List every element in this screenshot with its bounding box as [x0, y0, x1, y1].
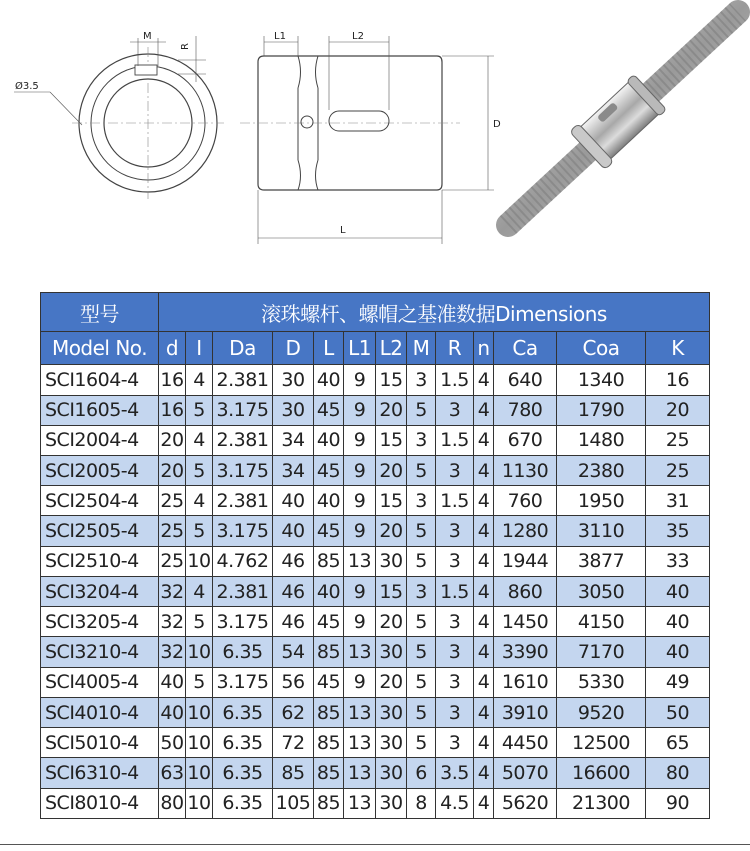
cell-l2: 15 [376, 576, 407, 606]
cell-ca: 3390 [494, 637, 557, 667]
col-header-ca: Ca [494, 332, 557, 365]
cell-l: 85 [314, 546, 344, 576]
cell-outer-d: 62 [273, 697, 314, 727]
cell-i: 10 [186, 728, 213, 758]
cell-d: 20 [159, 456, 186, 486]
cell-r: 3 [436, 546, 474, 576]
cell-ca: 5070 [494, 758, 557, 788]
cell-d: 16 [159, 395, 186, 425]
table-row [41, 486, 710, 516]
cell-r: 1.5 [436, 486, 474, 516]
cell-d: 25 [159, 516, 186, 546]
col-header-l: L [314, 332, 344, 365]
cell-model: SCI2005-4 [41, 456, 159, 486]
cell-ca: 1450 [494, 607, 557, 637]
cell-r: 3 [436, 697, 474, 727]
cell-l2: 15 [376, 486, 407, 516]
cell-l: 45 [314, 516, 344, 546]
cell-l: 40 [314, 425, 344, 455]
cell-da: 4.762 [213, 546, 273, 576]
cell-k: 33 [646, 546, 710, 576]
technical-drawing [0, 0, 750, 285]
cell-coa: 7170 [557, 637, 646, 667]
cell-d: 80 [159, 788, 186, 818]
cell-l1: 9 [344, 365, 376, 395]
cell-model: SCI2510-4 [41, 546, 159, 576]
cell-i: 5 [186, 667, 213, 697]
bottom-divider [0, 844, 750, 845]
cell-ca: 5620 [494, 788, 557, 818]
cell-l1: 13 [344, 758, 376, 788]
table-row [41, 576, 710, 606]
cell-outer-d: 46 [273, 546, 314, 576]
cell-i: 5 [186, 456, 213, 486]
cell-coa: 3877 [557, 546, 646, 576]
cell-l2: 30 [376, 758, 407, 788]
cell-outer-d: 105 [273, 788, 314, 818]
cell-ca: 1944 [494, 546, 557, 576]
cell-l2: 20 [376, 456, 407, 486]
cell-model: SCI1605-4 [41, 395, 159, 425]
cell-n: 4 [474, 607, 494, 637]
cell-coa: 21300 [557, 788, 646, 818]
cell-d: 32 [159, 576, 186, 606]
cell-n: 4 [474, 516, 494, 546]
cell-ca: 780 [494, 395, 557, 425]
cell-m: 5 [407, 697, 436, 727]
cell-n: 4 [474, 758, 494, 788]
cell-m: 3 [407, 425, 436, 455]
cell-l1: 9 [344, 456, 376, 486]
cell-d: 25 [159, 486, 186, 516]
cell-l2: 30 [376, 788, 407, 818]
cell-l2: 30 [376, 546, 407, 576]
cell-da: 3.175 [213, 395, 273, 425]
cell-k: 40 [646, 637, 710, 667]
title-main-cell: 滚珠螺杆、螺帽之基准数据Dimensions [159, 293, 710, 332]
cell-m: 5 [407, 456, 436, 486]
cell-k: 80 [646, 758, 710, 788]
col-header-da: Da [213, 332, 273, 365]
hole-label: Ø3.5 [15, 81, 39, 92]
col-header-m: M [407, 332, 436, 365]
cell-l2: 20 [376, 516, 407, 546]
side-view [240, 31, 501, 244]
cell-l1: 9 [344, 486, 376, 516]
cell-da: 2.381 [213, 486, 273, 516]
r-label: R [180, 43, 191, 50]
col-header-r: R [436, 332, 474, 365]
cell-l: 45 [314, 667, 344, 697]
cell-coa: 1480 [557, 425, 646, 455]
cell-l1: 9 [344, 576, 376, 606]
table-row [41, 697, 710, 727]
d-label: D [493, 119, 501, 130]
cell-l: 85 [314, 728, 344, 758]
cell-l1: 9 [344, 607, 376, 637]
cell-ca: 4450 [494, 728, 557, 758]
cell-i: 4 [186, 425, 213, 455]
table-row [41, 546, 710, 576]
table-row [41, 637, 710, 667]
cell-coa: 3050 [557, 576, 646, 606]
cell-l: 85 [314, 788, 344, 818]
cell-l2: 30 [376, 637, 407, 667]
cell-model: SCI2004-4 [41, 425, 159, 455]
cell-l: 45 [314, 456, 344, 486]
cell-outer-d: 40 [273, 516, 314, 546]
cell-l2: 20 [376, 607, 407, 637]
cell-coa: 1340 [557, 365, 646, 395]
cell-ca: 670 [494, 425, 557, 455]
cell-r: 1.5 [436, 576, 474, 606]
col-header-k: K [646, 332, 710, 365]
column-header-row [41, 332, 710, 365]
cell-d: 25 [159, 546, 186, 576]
cell-n: 4 [474, 576, 494, 606]
cell-m: 5 [407, 667, 436, 697]
cell-r: 3.5 [436, 758, 474, 788]
front-view [14, 31, 224, 199]
cell-m: 3 [407, 576, 436, 606]
cell-ca: 1610 [494, 667, 557, 697]
cell-l2: 15 [376, 365, 407, 395]
cell-model: SCI3210-4 [41, 637, 159, 667]
cell-da: 6.35 [213, 728, 273, 758]
cell-outer-d: 46 [273, 576, 314, 606]
cell-l: 40 [314, 486, 344, 516]
cell-n: 4 [474, 425, 494, 455]
cell-da: 3.175 [213, 456, 273, 486]
cell-i: 4 [186, 486, 213, 516]
cell-outer-d: 40 [273, 486, 314, 516]
cell-k: 16 [646, 365, 710, 395]
l1-label: L1 [274, 31, 286, 42]
cell-model: SCI6310-4 [41, 758, 159, 788]
cell-k: 90 [646, 788, 710, 818]
cell-model: SCI4005-4 [41, 667, 159, 697]
cell-d: 50 [159, 728, 186, 758]
cell-ca: 640 [494, 365, 557, 395]
cell-l1: 13 [344, 637, 376, 667]
cell-da: 2.381 [213, 425, 273, 455]
cell-i: 10 [186, 637, 213, 667]
cell-i: 4 [186, 576, 213, 606]
cell-coa: 1790 [557, 395, 646, 425]
cell-r: 3 [436, 637, 474, 667]
cell-r: 3 [436, 516, 474, 546]
cell-i: 10 [186, 697, 213, 727]
cell-d: 32 [159, 607, 186, 637]
cell-k: 40 [646, 607, 710, 637]
cell-n: 4 [474, 788, 494, 818]
cell-m: 5 [407, 395, 436, 425]
cell-m: 5 [407, 516, 436, 546]
cell-da: 6.35 [213, 697, 273, 727]
cell-m: 5 [407, 637, 436, 667]
cell-d: 32 [159, 637, 186, 667]
table-row [41, 456, 710, 486]
cell-l: 85 [314, 758, 344, 788]
col-header-outer-d: D [273, 332, 314, 365]
cell-da: 3.175 [213, 607, 273, 637]
m-label: M [143, 31, 152, 42]
cell-d: 63 [159, 758, 186, 788]
cell-m: 3 [407, 365, 436, 395]
cell-n: 4 [474, 395, 494, 425]
title-cn-cell: 型号 [41, 293, 159, 332]
cell-i: 10 [186, 788, 213, 818]
cell-l1: 9 [344, 395, 376, 425]
cell-model: SCI3204-4 [41, 576, 159, 606]
cell-outer-d: 56 [273, 667, 314, 697]
cell-r: 3 [436, 395, 474, 425]
cell-da: 6.35 [213, 758, 273, 788]
cell-da: 3.175 [213, 667, 273, 697]
cell-coa: 1950 [557, 486, 646, 516]
cell-l1: 13 [344, 697, 376, 727]
cell-ca: 1280 [494, 516, 557, 546]
cell-da: 2.381 [213, 576, 273, 606]
cell-l: 45 [314, 607, 344, 637]
cell-coa: 16600 [557, 758, 646, 788]
cell-k: 20 [646, 395, 710, 425]
cell-model: SCI3205-4 [41, 607, 159, 637]
cell-m: 3 [407, 486, 436, 516]
cell-k: 65 [646, 728, 710, 758]
cell-model: SCI2504-4 [41, 486, 159, 516]
cell-l: 85 [314, 637, 344, 667]
cell-l1: 9 [344, 425, 376, 455]
cell-da: 6.35 [213, 637, 273, 667]
cell-m: 5 [407, 728, 436, 758]
cell-n: 4 [474, 667, 494, 697]
cell-l1: 9 [344, 667, 376, 697]
cell-i: 10 [186, 758, 213, 788]
cell-l: 45 [314, 395, 344, 425]
cell-l1: 13 [344, 788, 376, 818]
cell-l2: 15 [376, 425, 407, 455]
cell-model: SCI2505-4 [41, 516, 159, 546]
cell-d: 16 [159, 365, 186, 395]
col-header-n: n [474, 332, 494, 365]
col-header-coa: Coa [557, 332, 646, 365]
cell-model: SCI8010-4 [41, 788, 159, 818]
col-header-d: d [159, 332, 186, 365]
cell-l: 40 [314, 576, 344, 606]
cell-outer-d: 72 [273, 728, 314, 758]
cell-k: 25 [646, 456, 710, 486]
cell-coa: 9520 [557, 697, 646, 727]
cell-l: 40 [314, 365, 344, 395]
cell-k: 49 [646, 667, 710, 697]
cell-d: 40 [159, 697, 186, 727]
spec-table [40, 292, 710, 819]
table-row [41, 607, 710, 637]
table-row [41, 758, 710, 788]
cell-coa: 4150 [557, 607, 646, 637]
cell-l1: 13 [344, 546, 376, 576]
col-header-l2: L2 [376, 332, 407, 365]
cell-l2: 30 [376, 728, 407, 758]
cell-r: 3 [436, 456, 474, 486]
col-header-model: Model No. [41, 332, 159, 365]
cell-i: 5 [186, 395, 213, 425]
table-row [41, 728, 710, 758]
cell-k: 31 [646, 486, 710, 516]
cell-i: 4 [186, 365, 213, 395]
table-row [41, 365, 710, 395]
cell-l1: 13 [344, 728, 376, 758]
col-header-l1: L1 [344, 332, 376, 365]
cell-i: 5 [186, 516, 213, 546]
cell-outer-d: 85 [273, 758, 314, 788]
table-row [41, 516, 710, 546]
cell-r: 3 [436, 667, 474, 697]
cell-n: 4 [474, 697, 494, 727]
cell-r: 1.5 [436, 365, 474, 395]
cell-i: 10 [186, 546, 213, 576]
cell-coa: 2380 [557, 456, 646, 486]
cell-k: 50 [646, 697, 710, 727]
table-row [41, 395, 710, 425]
cell-outer-d: 54 [273, 637, 314, 667]
cell-model: SCI5010-4 [41, 728, 159, 758]
col-header-i: I [186, 332, 213, 365]
cell-k: 35 [646, 516, 710, 546]
cell-l1: 9 [344, 516, 376, 546]
cell-l2: 20 [376, 395, 407, 425]
cell-k: 40 [646, 576, 710, 606]
cell-r: 3 [436, 728, 474, 758]
cell-l2: 20 [376, 667, 407, 697]
table-row [41, 667, 710, 697]
table-row [41, 788, 710, 818]
cell-model: SCI1604-4 [41, 365, 159, 395]
l2-label: L2 [352, 31, 364, 42]
cell-r: 4.5 [436, 788, 474, 818]
cell-n: 4 [474, 486, 494, 516]
table-title-row [41, 293, 710, 332]
cell-coa: 12500 [557, 728, 646, 758]
cell-da: 3.175 [213, 516, 273, 546]
cell-m: 5 [407, 607, 436, 637]
cell-m: 6 [407, 758, 436, 788]
cell-n: 4 [474, 456, 494, 486]
cell-ca: 1130 [494, 456, 557, 486]
cell-ca: 760 [494, 486, 557, 516]
cell-d: 20 [159, 425, 186, 455]
cell-ca: 860 [494, 576, 557, 606]
cell-outer-d: 34 [273, 425, 314, 455]
l-label: L [340, 225, 346, 236]
cell-ca: 3910 [494, 697, 557, 727]
cell-l2: 30 [376, 697, 407, 727]
cell-n: 4 [474, 637, 494, 667]
cell-outer-d: 30 [273, 365, 314, 395]
cell-k: 25 [646, 425, 710, 455]
cell-i: 5 [186, 607, 213, 637]
cell-coa: 5330 [557, 667, 646, 697]
cell-m: 8 [407, 788, 436, 818]
cell-n: 4 [474, 365, 494, 395]
cell-n: 4 [474, 728, 494, 758]
cell-r: 1.5 [436, 425, 474, 455]
cell-coa: 3110 [557, 516, 646, 546]
cell-da: 6.35 [213, 788, 273, 818]
cell-outer-d: 30 [273, 395, 314, 425]
cell-m: 5 [407, 546, 436, 576]
cell-outer-d: 46 [273, 607, 314, 637]
cell-model: SCI4010-4 [41, 697, 159, 727]
cell-da: 2.381 [213, 365, 273, 395]
table-row [41, 425, 710, 455]
cell-n: 4 [474, 546, 494, 576]
cell-outer-d: 34 [273, 456, 314, 486]
cell-l: 85 [314, 697, 344, 727]
ball-screw-illustration [508, 12, 738, 225]
cell-d: 40 [159, 667, 186, 697]
cell-r: 3 [436, 607, 474, 637]
